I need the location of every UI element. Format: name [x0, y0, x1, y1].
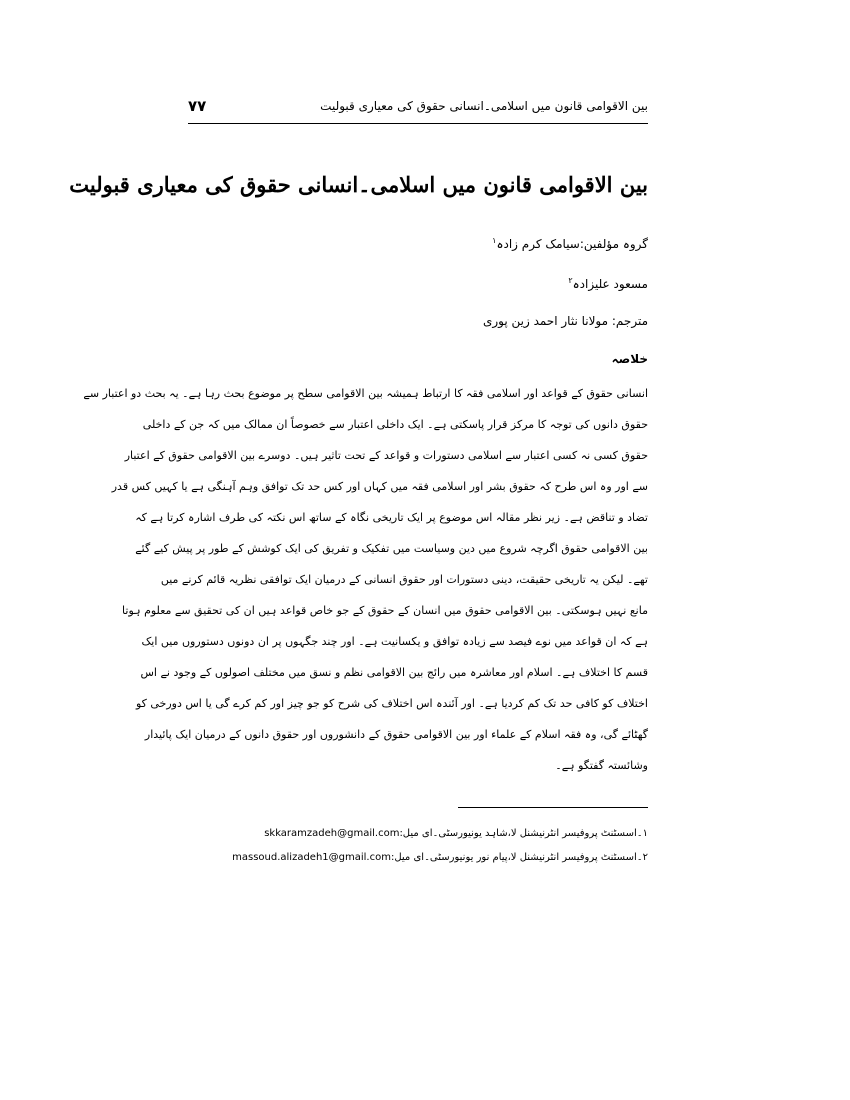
- article-title: بین الاقوامی قانون میں اسلامی۔انسانی حقوق کی معیاری قبولیت: [69, 172, 648, 197]
- abstract-line: تھے۔ لیکن یہ تاریخی حقیقت، دینی دستورات اور حقوق انسانی کے درمیان ایک توافقی نظریہ قائم کرنے میں: [160, 573, 648, 586]
- page-number: ۷۷: [188, 97, 207, 115]
- footnote-2-text: ۲۔اسسٹنٹ پروفیسر انٹرنیشنل لا،پیام نور یونیورسٹی۔ای میل:: [390, 852, 648, 863]
- abstract-line: قسم کا اختلاف ہے۔ اسلام اور معاشرہ میں رائج بین الاقوامی نظم و نسق میں مختلف اصولوں کے وجود نے اس: [140, 666, 648, 679]
- author-1-footnote-mark[interactable]: ۱: [492, 236, 497, 245]
- abstract-line: سے اور وہ اس طرح کہ حقوق بشر اور اسلامی فقہ میں کہاں اور کس حد تک توافق وہم آہنگی ہے یا کہیں کس قدر: [111, 480, 648, 493]
- abstract-line: ہے کہ ان قواعد میں نوے فیصد سے زیادہ توافق و یکسانیت ہے۔ اور چند جگہوں پر ان دونوں دستوروں میں ایک: [141, 635, 648, 648]
- abstract-line: انسانی حقوق کے قواعد اور اسلامی فقہ کا ارتباط ہمیشہ بین الاقوامی سطح پر موضوع بحث رہا ہے۔ یہ بحث دو اعتبار سے: [83, 387, 648, 400]
- abstract-line: مانع نہیں ہوسکتی۔ بین الاقوامی حقوق میں انسان کے حقوق کے جو خاص قواعد ہیں ان کی تحقیق سے معلوم ہوتا: [122, 604, 648, 617]
- author-1: گروہ مؤلفین:سیامک کرم زادہ: [496, 237, 648, 251]
- footnote-1-text: ۱۔اسسٹنٹ پروفیسر انٹرنیشنل لا،شاہد یونیورسٹی۔ای میل:: [399, 828, 648, 839]
- abstract-line: تضاد و تناقض ہے۔ زیر نظر مقالہ اس موضوع پر ایک تاریخی نگاہ کے ساتھ اس نکتہ کی طرف اشارہ کرتا ہے کہ: [135, 511, 648, 524]
- footnote-1: [264, 828, 648, 839]
- author-2-line: [568, 276, 648, 291]
- abstract-body: [83, 378, 648, 781]
- abstract-heading: خلاصہ: [611, 352, 648, 366]
- author-2: مسعود علیزادہ: [572, 277, 648, 291]
- abstract-line: حقوق دانوں کی توجہ کا مرکز قرار پاسکتی ہے۔ ایک داخلی اعتبار سے خصوصاً ان ممالک میں کہ جن کے داخلی: [142, 418, 648, 431]
- authors-line: [492, 236, 648, 251]
- footnote-divider: [458, 807, 648, 808]
- running-title: بین الاقوامی قانون میں اسلامی۔انسانی حقوق کی معیاری قبولیت: [320, 99, 648, 113]
- abstract-line: وشائستہ گفتگو ہے۔: [555, 759, 648, 772]
- abstract-line: بین الاقوامی حقوق اگرچہ شروع میں دین وسیاست میں تفکیک و تفریق کی ایک کوشش کے طور پر پیش کیے گئے: [135, 542, 648, 555]
- abstract-line: گھٹائے گی، وہ فقہ اسلام کے علماء اور بین الاقوامی حقوق کے دانشوروں اور حقوق دانوں کے درمیان ایک پائیدار: [144, 728, 648, 741]
- translator-line: مترجم: مولانا نثار احمد زین پوری: [482, 314, 648, 328]
- footnote-2: [232, 852, 648, 863]
- running-header: [188, 93, 648, 124]
- abstract-line: اختلاف کو کافی حد تک کم کردیا ہے۔ اور آئندہ اس اختلاف کی شرح کو جو چیز اور کم کرے گی یا اس دورخی کو: [135, 697, 648, 710]
- footnote-2-email[interactable]: massoud.alizadeh1@gmail.com: [232, 852, 391, 863]
- author-2-footnote-mark[interactable]: ۲: [568, 276, 573, 285]
- abstract-line: حقوق کسی نہ کسی اعتبار سے اسلامی دستورات و قواعد کے تحت تاثیر ہیں۔ دوسرے بین الاقوامی حقوق کے اعتبار: [124, 449, 648, 462]
- footnote-1-email[interactable]: skkaramzadeh@gmail.com: [264, 828, 400, 839]
